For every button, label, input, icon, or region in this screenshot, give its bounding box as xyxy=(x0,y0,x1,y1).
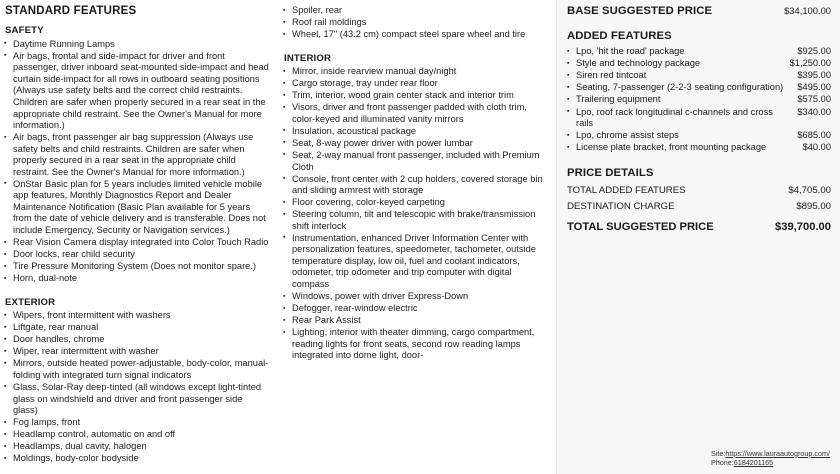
added-feature-name: ▪ Seating, 7-passenger (2-2-3 seating configuration) xyxy=(567,82,789,94)
feature-item: ▪ Rear Park Assist xyxy=(283,315,548,327)
added-feature-row xyxy=(567,130,831,142)
added-feature-amount: $1,250.00 xyxy=(789,58,831,69)
added-feature-amount: $925.00 xyxy=(797,46,831,57)
total-suggested-price-amount: $39,700.00 xyxy=(775,221,831,234)
site-label: Site: xyxy=(710,448,726,458)
total-suggested-price-label: TOTAL SUGGESTED PRICE xyxy=(567,221,714,234)
added-feature-name: ▪ Lpo, roof rack longitudinal c-channels and cross rails xyxy=(567,107,789,130)
total-suggested-price-row xyxy=(567,220,831,235)
feature-item: ▪ Visors, driver and front passenger padded with cloth trim, color-keyed and illuminated vanity mirrors xyxy=(283,102,548,125)
feature-item: ▪ Air bags, frontal and side-impact for driver and front passenger, driver inboard seat-mounted side-impact and head curtain side-impact for all rows in outboard seating positions (Always use safety belts and the correct child restraints. Children are safer when properly secured in a rear seat in the appropriate child restraint. See the Owner's Manual for more information.) xyxy=(4,51,269,132)
feature-item: ▪ Door handles, chrome xyxy=(4,334,269,346)
added-feature-row xyxy=(567,107,831,130)
added-feature-row xyxy=(567,142,831,154)
added-feature-name: ▪ Lpo, 'hit the road' package xyxy=(567,46,789,58)
feature-item: ▪ Air bags, front passenger air bag suppression (Always use safety belts and child restraints. Children are safer when properly secured in a rear seat in the appropriate child restraint. See the Owner's Manual for more information.) xyxy=(4,132,269,178)
price-detail-amount: $895.00 xyxy=(796,201,831,213)
base-price-amount: $34,100.00 xyxy=(784,5,831,16)
feature-list xyxy=(283,66,548,362)
added-feature-amount: $495.00 xyxy=(797,82,831,93)
feature-item: ▪ Floor covering, color-keyed carpeting xyxy=(283,197,548,209)
page-title: STANDARD FEATURES xyxy=(5,5,137,17)
feature-item: ▪ Mirrors, outside heated power-adjustable, body-color, manual-folding with integrated turn signal indicators xyxy=(4,358,269,381)
feature-item: ▪ Seat, 8-way power driver with power lumbar xyxy=(283,138,548,150)
section-heading: SAFETY xyxy=(5,25,44,37)
dealer-contact xyxy=(711,449,830,468)
feature-item: ▪ Horn, dual-note xyxy=(4,273,269,285)
added-feature-row xyxy=(567,82,831,94)
base-price-row xyxy=(567,5,831,19)
phone-label: Phone: xyxy=(710,458,734,468)
feature-item: ▪ Headlamps, dual cavity, halogen xyxy=(4,441,269,453)
feature-item: ▪ Roof rail moldings xyxy=(283,17,548,29)
feature-item: ▪ Steering column, tilt and telescopic with brake/transmission shift interlock xyxy=(283,209,548,232)
added-feature-name: ▪ Lpo, chrome assist steps xyxy=(567,130,789,142)
feature-item: ▪ Wheel, 17" (43.2 cm) compact steel spare wheel and tire xyxy=(283,29,548,41)
feature-item: ▪ Fog lamps, front xyxy=(4,417,269,429)
price-details-rows xyxy=(567,183,831,214)
feature-item: ▪ Cargo storage, tray under rear floor xyxy=(283,78,548,90)
added-feature-row xyxy=(567,46,831,58)
added-feature-row xyxy=(567,70,831,82)
added-feature-row xyxy=(567,94,831,106)
feature-item: ▪ Defogger, rear-window electric xyxy=(283,303,548,315)
feature-item: ▪ Wiper, rear intermittent with washer xyxy=(4,346,269,358)
price-detail-row xyxy=(567,199,831,214)
section-heading: EXTERIOR xyxy=(5,296,56,308)
feature-sections xyxy=(4,5,548,473)
added-feature-name: ▪ Trailering equipment xyxy=(567,94,789,106)
feature-item: ▪ Door locks, rear child security xyxy=(4,249,269,261)
added-feature-amount: $40.00 xyxy=(802,142,831,153)
dealer-phone-line xyxy=(711,458,830,468)
added-feature-row xyxy=(567,58,831,70)
price-detail-label: DESTINATION CHARGE xyxy=(567,201,675,213)
dealer-phone-link[interactable]: 6184201165 xyxy=(733,458,774,468)
price-detail-row xyxy=(567,183,831,198)
features-columns xyxy=(0,5,556,473)
added-feature-name: ▪ License plate bracket, front mounting package xyxy=(567,142,795,154)
feature-item: ▪ Moldings, body-color bodyside xyxy=(4,453,269,465)
feature-list xyxy=(4,39,269,285)
feature-item: ▪ Seat, 2-way manual front passenger, included with Premium Cloth xyxy=(283,150,548,173)
added-feature-amount: $575.00 xyxy=(797,94,831,105)
feature-item: ▪ Trim, interior, wood grain center stack and interior trim xyxy=(283,90,548,102)
dealer-site-link[interactable]: https://www.lauraautogroup.com/ xyxy=(725,448,830,458)
added-feature-amount: $395.00 xyxy=(797,70,831,81)
feature-item: ▪ Spoiler, rear xyxy=(283,5,548,17)
feature-item: ▪ Insulation, acoustical package xyxy=(283,126,548,138)
added-features-list xyxy=(567,46,831,154)
added-feature-name: ▪ Siren red tintcoat xyxy=(567,70,789,82)
price-detail-amount: $4,705.00 xyxy=(788,185,831,197)
feature-item: ▪ Liftgate, rear manual xyxy=(4,322,269,334)
feature-item: ▪ Tire Pressure Monitoring System (Does not monitor spare.) xyxy=(4,261,269,273)
feature-item: ▪ Windows, power with driver Express-Down xyxy=(283,291,548,303)
feature-item: ▪ Rear Vision Camera display integrated into Color Touch Radio xyxy=(4,237,269,249)
feature-item: ▪ Headlamp control, automatic on and off xyxy=(4,429,269,441)
feature-item: ▪ Glass, Solar-Ray deep-tinted (all windows except light-tinted glass on windshield and driver and front passenger side glass) xyxy=(4,382,269,417)
feature-item: ▪ Wipers, front intermittent with washers xyxy=(4,310,269,322)
pricing-pane xyxy=(556,0,840,474)
added-feature-name: ▪ Style and technology package xyxy=(567,58,782,70)
added-feature-amount: $340.00 xyxy=(797,106,831,117)
added-feature-amount: $685.00 xyxy=(797,130,831,141)
feature-item: ▪ OnStar Basic plan for 5 years includes limited vehicle mobile app features, Monthly Diagnostics Report and Dealer Maintenance Notification (Basic Plan available for 5 years from the date of vehicle delivery and is transferable. Does not include Emergency, Security or Navigation services.) xyxy=(4,179,269,237)
feature-item: ▪ Console, front center with 2 cup holders, covered storage bin and sliding armrest with storage xyxy=(283,174,548,197)
base-price-label: BASE SUGGESTED PRICE xyxy=(567,5,713,17)
feature-item: ▪ Mirror, inside rearview manual day/night xyxy=(283,66,548,78)
price-details-heading: PRICE DETAILS xyxy=(567,166,654,179)
feature-item: ▪ Lighting, interior with theater dimming, cargo compartment, reading lights for front seats, second row reading lamps integrated into dome light, door- xyxy=(283,327,548,362)
dealer-site-line xyxy=(711,449,830,459)
price-detail-label: TOTAL ADDED FEATURES xyxy=(567,185,686,197)
added-features-heading: ADDED FEATURES xyxy=(567,29,672,42)
feature-item: ▪ Daytime Running Lamps xyxy=(4,39,269,51)
section-heading: INTERIOR xyxy=(284,52,332,64)
feature-item: ▪ Instrumentation, enhanced Driver Information Center with personalization features, speedometer, tachometer, outside temperature display, low oil, fuel and coolant indicators, odometer, trip odometer and trip computer with digital compass xyxy=(283,233,548,291)
